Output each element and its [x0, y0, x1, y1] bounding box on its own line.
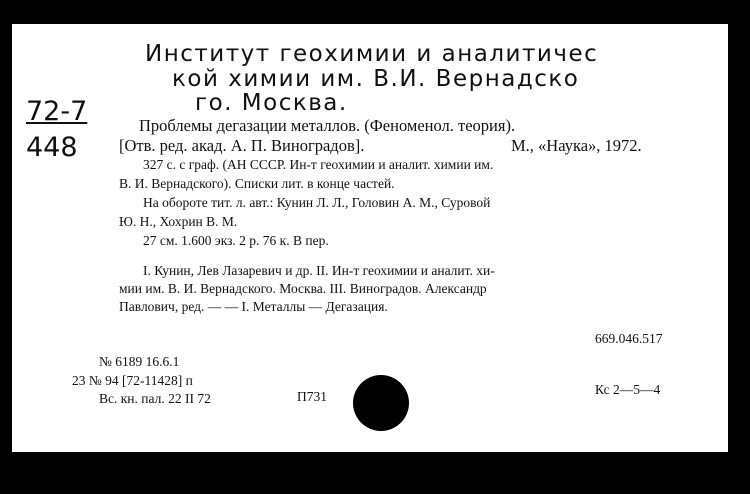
- handwritten-institute-line-2: кой химии им. В.И. Вернадско: [172, 66, 580, 92]
- title-line-2-publisher: М., «Наука», 1972.: [511, 136, 642, 155]
- tracing-line-3: Павлович, ред. — — I. Металлы — Дегазация.: [119, 299, 388, 314]
- title-line-2-editor: [Отв. ред. акад. А. П. Виноградов].: [119, 136, 365, 155]
- title-line-1: Проблемы дегазации металлов. (Феноменол. теория).: [139, 116, 516, 135]
- registration-line-3: Вс. кн. пал. 22 II 72: [99, 391, 211, 406]
- print-code: П731: [297, 389, 327, 404]
- catalog-card: [12, 24, 728, 452]
- handwritten-institute-line-3: го. Москва.: [195, 90, 348, 116]
- udc-code: 669.046.517: [595, 331, 663, 346]
- note-line-2: Ю. Н., Хохрин В. М.: [119, 214, 238, 229]
- description-line-1: 327 с. с граф. (АН СССР. Ин-т геохимии и аналит. химии им.: [143, 157, 494, 172]
- classification-code: Кс 2—5—4: [595, 382, 661, 397]
- registration-line-1: № 6189 16.6.1: [99, 354, 180, 369]
- tracing-line-1: I. Кунин, Лев Лазаревич и др. II. Ин-т геохимии и аналит. хи-: [143, 263, 495, 278]
- physical-description: 27 см. 1.600 экз. 2 р. 76 к. В пер.: [143, 233, 329, 248]
- tracing-line-2: мии им. В. И. Вернадского. Москва. III. Виноградов. Александр: [119, 281, 487, 296]
- registration-line-2: 23 № 94 [72-11428] п: [72, 373, 193, 388]
- handwritten-shelf-number: 448: [26, 132, 78, 163]
- description-line-2: В. И. Вернадского). Списки лит. в конце частей.: [119, 176, 395, 191]
- handwritten-institute-line-1: Институт геохимии и аналитичес: [145, 41, 599, 67]
- punched-hole: [353, 375, 409, 431]
- handwritten-shelf-code: 72-7: [26, 96, 88, 127]
- note-line-1: На обороте тит. л. авт.: Кунин Л. Л., Головин А. М., Суровой: [143, 195, 491, 210]
